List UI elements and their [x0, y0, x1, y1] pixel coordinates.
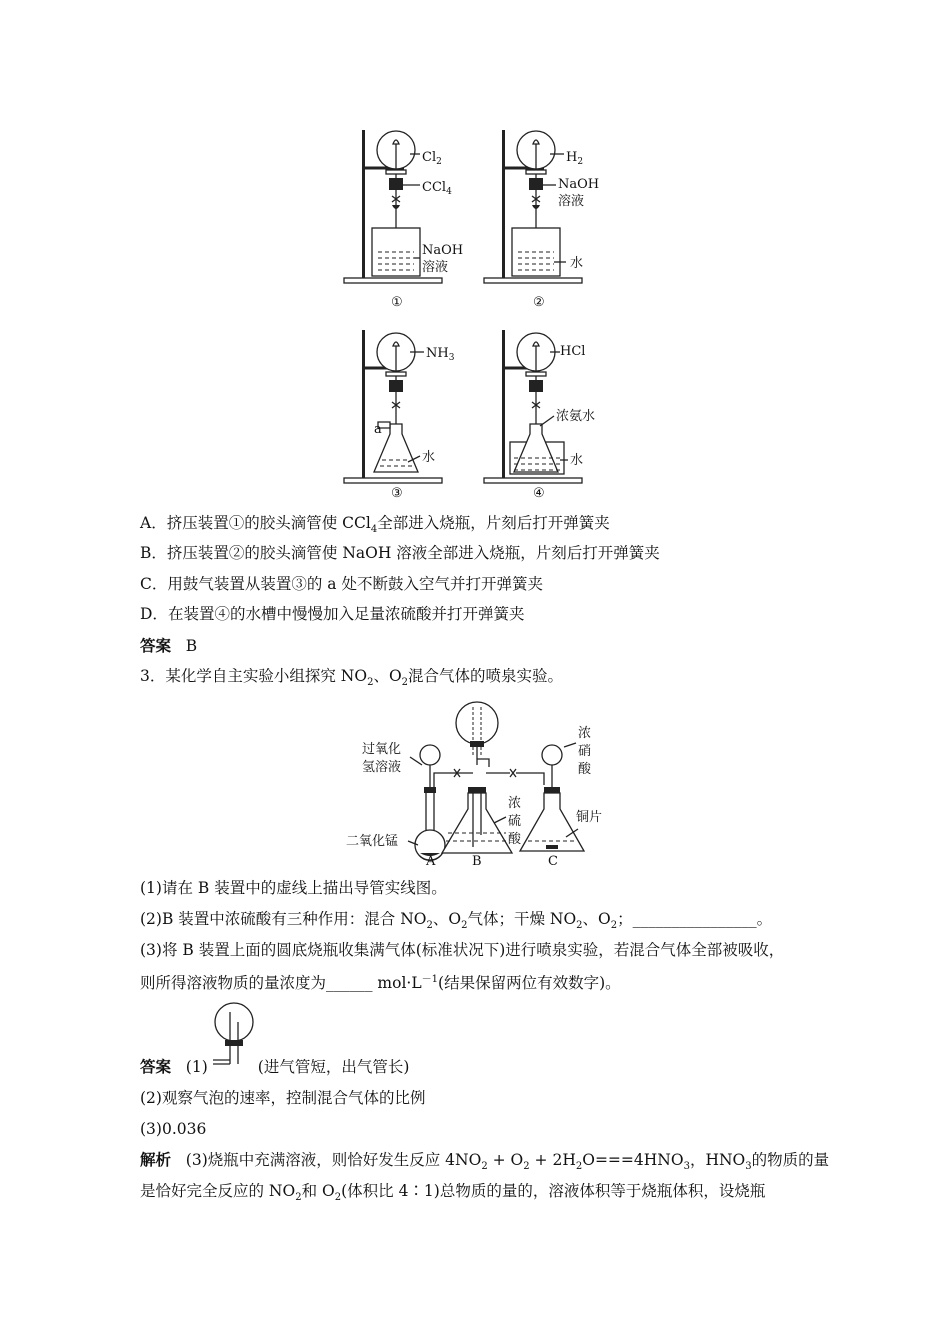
q3-part-2: (2)B 装置中浓硫酸有三种作用：混合 $NO_2$、$O_2$气体；干燥 $NO_2$、$O_2$；________________。 [140, 910, 773, 932]
apparatus-2-gas-label: $H_2$ [566, 150, 584, 167]
apparatus-3-beaker-label: 水 [422, 450, 436, 465]
apparatus-2-beaker-label: 水 [570, 256, 584, 271]
analysis-line-2: 是恰好完全反应的 $NO_2$和 $O_2$(体积比 4∶1)总物质的量的，溶液体积等于烧瓶体积，设烧瓶 [140, 1182, 766, 1204]
no2-o2-apparatus-figure [0, 695, 950, 875]
analysis-line-1: 解析 (3)烧瓶中充满溶液，则恰好发生反应 $4NO_2 + O_2 + 2H_2O===4HNO_3$，$HNO_3$的物质的量 [140, 1150, 830, 1173]
option-c: C．用鼓气装置从装置③的 a 处不断鼓入空气并打开弹簧夹 [140, 575, 543, 593]
apparatus-1-gas-label: $Cl_2$ [422, 150, 442, 167]
apparatus-1-beaker-label: NaOH [422, 243, 464, 258]
label-mno2: 二氧化锰 [346, 834, 399, 849]
q3-part-3-line-1: (3)将 B 装置上面的圆底烧瓶收集满气体(标准状况下)进行喷泉实验，若混合气体全部被吸收， [140, 941, 785, 959]
label-h2o2-2: 氢溶液 [362, 760, 402, 775]
label-c: C [548, 854, 558, 869]
q3-part-1: (1)请在 B 装置中的虚线上描出导管实线图。 [140, 879, 447, 897]
option-a: A．挤压装置①的胶头滴管使 CCl$_4$全部进入烧瓶，片刻后打开弹簧夹 [140, 514, 610, 536]
label-h2so4-2: 硫 [508, 814, 522, 829]
option-b: B．挤压装置②的胶头滴管使 NaOH 溶液全部进入烧瓶，片刻后打开弹簧夹 [140, 544, 660, 562]
answer-2-line-3: (3)0.036 [140, 1120, 207, 1138]
apparatus-4-number: ④ [533, 486, 545, 501]
label-h2so4-1: 浓 [508, 796, 522, 811]
answer-2-line-2: (2)观察气泡的速率，控制混合气体的比例 [140, 1089, 426, 1107]
apparatus-3-side-label: a [374, 422, 382, 437]
apparatus-3-number: ③ [391, 486, 403, 501]
apparatus-2-number: ② [533, 295, 545, 310]
apparatus-1-dropper-label: CCl$_4$ [422, 180, 452, 197]
apparatus-1-beaker-label-2: 溶液 [422, 260, 449, 275]
q3-part-3-line-2: 则所得溶液物质的量浓度为______ $mol\cdot L^{-1}$(结果保留两位有效数字)。 [140, 974, 621, 993]
label-b: B [472, 854, 482, 869]
apparatus-4-gas-label: HCl [560, 344, 586, 359]
label-h2so4-3: 酸 [508, 832, 522, 847]
answer-1: 答案 B [140, 636, 198, 655]
label-a: A [426, 854, 436, 869]
question-3-stem: 3．某化学自主实验小组探究 $NO_2$、$O_2$混合气体的喷泉实验。 [140, 667, 564, 689]
label-hno3-3: 酸 [578, 762, 592, 777]
label-hno3-2: 硝 [578, 744, 592, 759]
apparatus-4-beaker-label: 水 [570, 453, 584, 468]
fountain-apparatus-figure [0, 0, 950, 510]
label-hno3-1: 浓 [578, 726, 592, 741]
answer-2-line-1: 答案 (1) (进气管短，出气管长) [140, 1057, 410, 1076]
apparatus-3-gas-label: $NH_3$ [426, 346, 455, 363]
option-d: D．在装置④的水槽中慢慢加入足量浓硫酸并打开弹簧夹 [140, 605, 525, 623]
apparatus-2-dropper-label: NaOH [558, 177, 600, 192]
apparatus-4-dropper-label: 浓氨水 [556, 409, 596, 424]
apparatus-2-dropper-label-2: 溶液 [558, 194, 585, 209]
label-cu: 铜片 [576, 810, 603, 825]
label-h2o2-1: 过氧化 [362, 742, 402, 757]
apparatus-1-number: ① [391, 295, 403, 310]
